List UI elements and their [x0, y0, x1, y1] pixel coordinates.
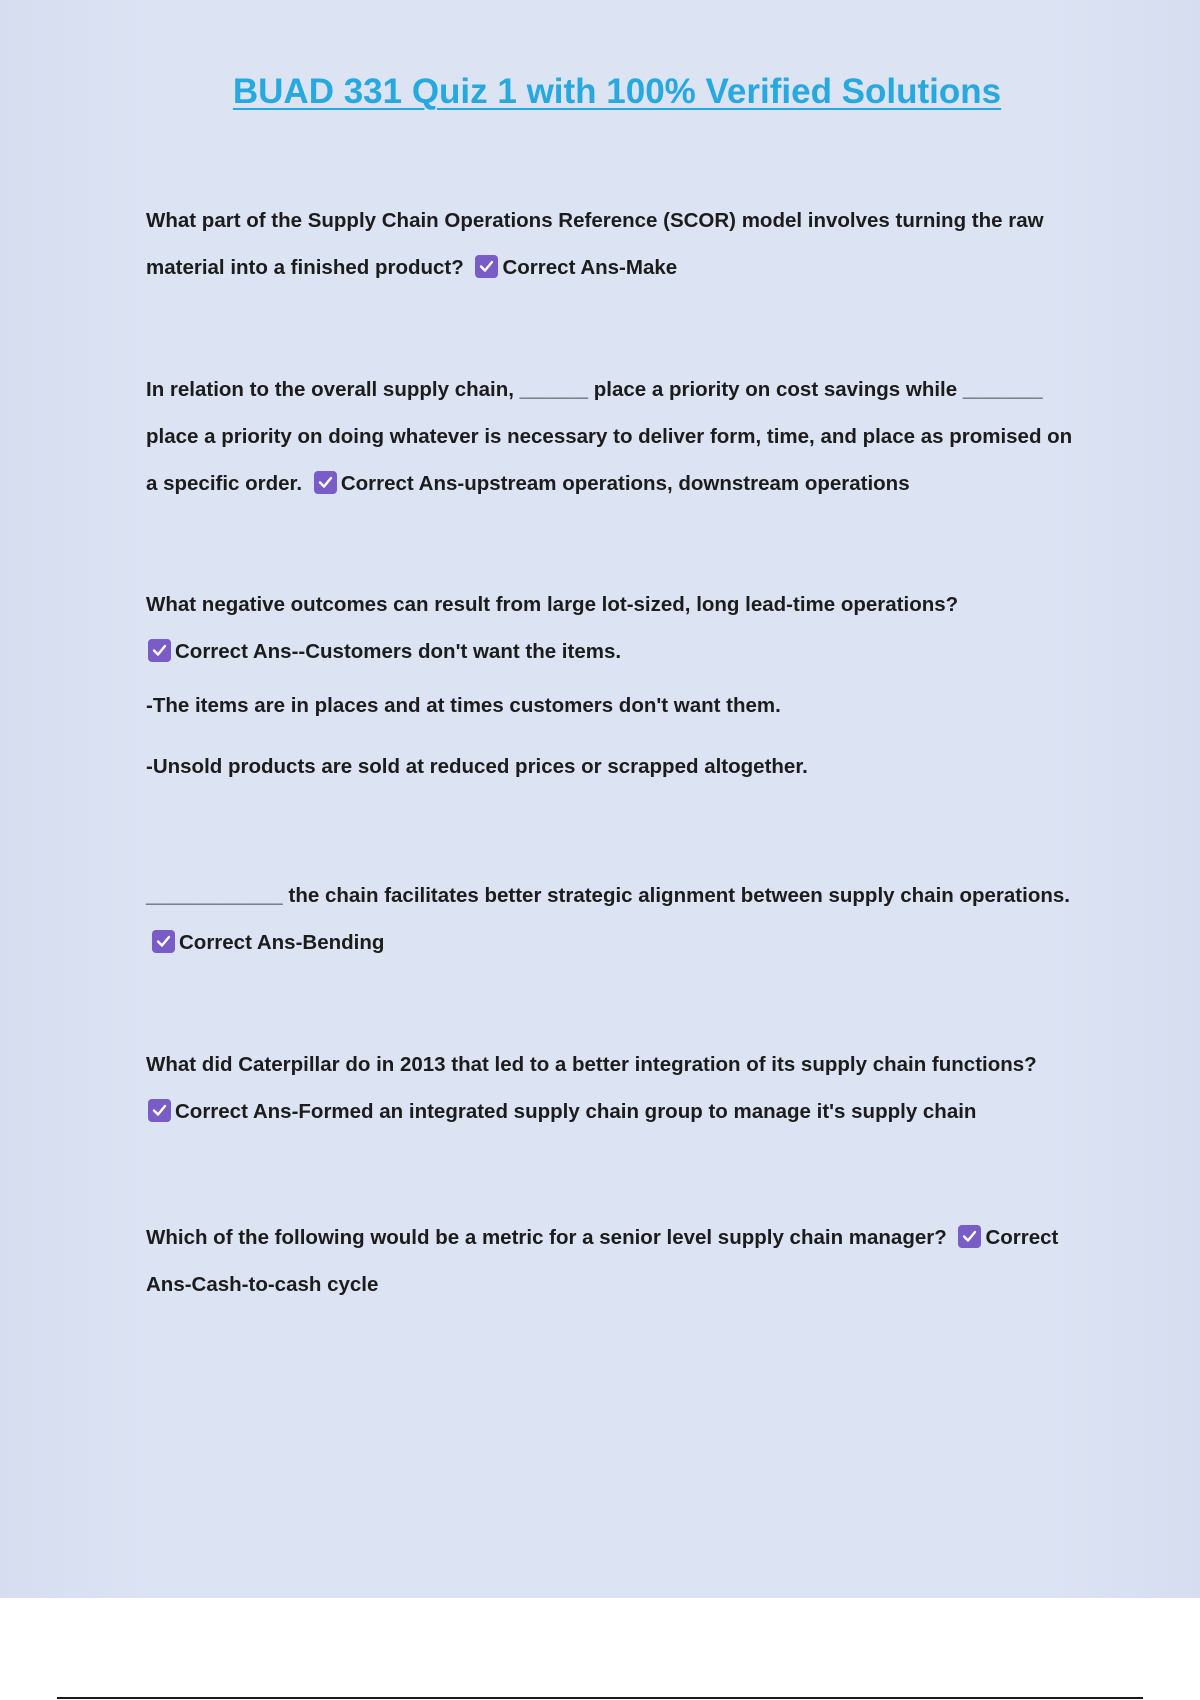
checkbox-checked-icon: [152, 930, 175, 953]
qa-item-6: [146, 1214, 1086, 1308]
question-text: In relation to the overall supply chain, ______ place a priority on cost savings while _______ place a priority on doing whatever is necessary to deliver form, time, and place as promised on a specific order.: [146, 378, 1073, 495]
question-text: ____________ the chain facilitates better strategic alignment between supply chain operations.: [146, 884, 1070, 907]
answer-line: -The items are in places and at times customers don't want them.: [146, 694, 781, 717]
checkbox-checked-icon: [314, 471, 337, 494]
qa-item-1: [146, 197, 1086, 291]
checkbox-checked-icon: [475, 255, 498, 278]
question-text: What did Caterpillar do in 2013 that led to a better integration of its supply chain functions?: [146, 1053, 1037, 1076]
footer-divider: [57, 1697, 1143, 1699]
document-title: BUAD 331 Quiz 1 with 100% Verified Solutions: [232, 72, 1002, 111]
answer-text: Correct Ans-Formed an integrated supply chain group to manage it's supply chain: [175, 1100, 977, 1123]
checkbox-checked-icon: [148, 1099, 171, 1122]
answer-text: Correct Ans-Bending: [179, 931, 385, 954]
answer-text: Correct Ans-Make: [502, 256, 678, 279]
question-text: What negative outcomes can result from large lot-sized, long lead-time operations?: [146, 593, 959, 616]
checkbox-checked-icon: [148, 639, 171, 662]
qa-item-4: [146, 872, 1086, 966]
checkbox-checked-icon: [958, 1225, 981, 1248]
qa-item-2: [146, 366, 1086, 507]
qa-item-5: [146, 1041, 1086, 1135]
qa-item-3: [146, 581, 1086, 797]
answer-text: Correct Ans-upstream operations, downstream operations: [340, 472, 910, 495]
answer-text: Correct Ans--Customers don't want the items.: [175, 640, 622, 663]
answer-text: Correct Ans-Cash-to-cash cycle: [146, 1226, 1059, 1296]
answer-line: -Unsold products are sold at reduced prices or scrapped altogether.: [146, 755, 808, 778]
question-text: Which of the following would be a metric for a senior level supply chain manager?: [146, 1226, 947, 1249]
question-text: What part of the Supply Chain Operations Reference (SCOR) model involves turning the raw material into a finished product?: [146, 209, 1044, 279]
